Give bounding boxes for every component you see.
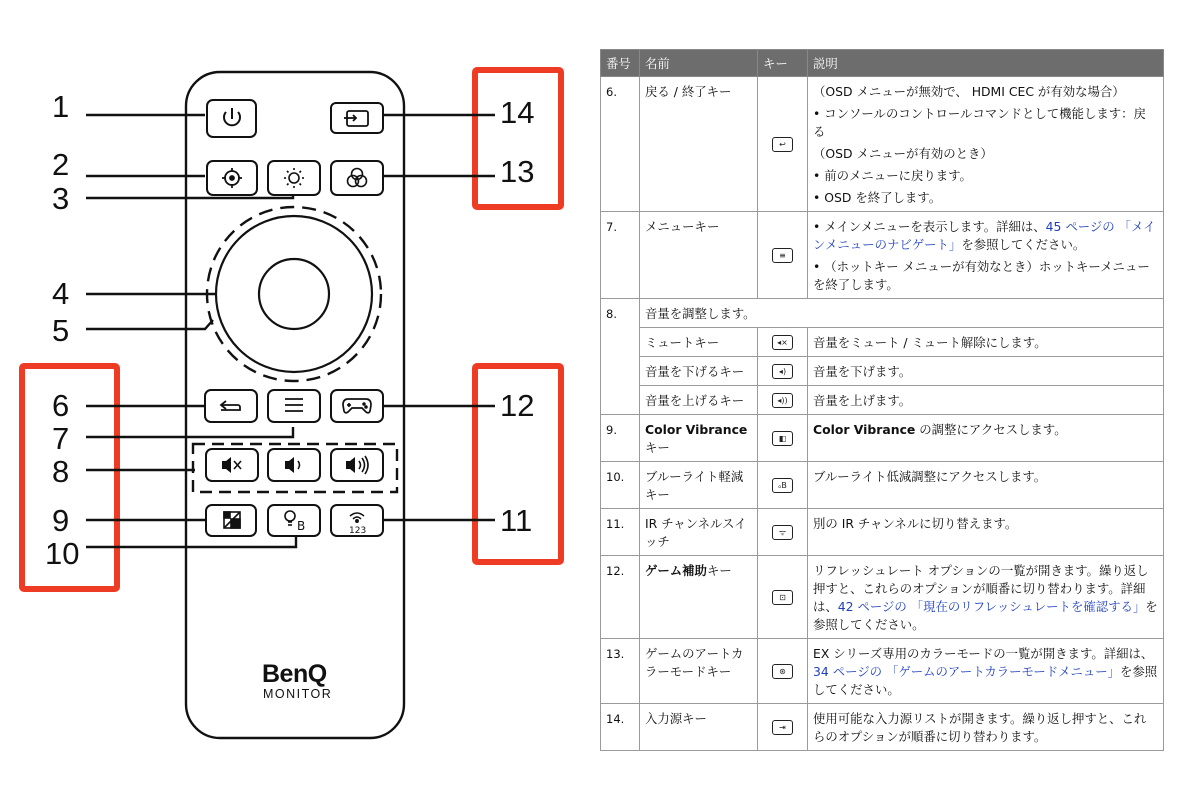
row-desc — [808, 556, 1164, 639]
desc-text: EX シリーズ専用のカラーモードの一覧が開きます。詳細は、 — [813, 646, 1154, 661]
row-num: 6. — [601, 77, 640, 212]
table-row — [601, 212, 1164, 299]
row-name: IR チャンネルスイッチ — [640, 509, 758, 556]
mute-icon: ◂× — [772, 335, 793, 350]
brand-subtitle: MONITOR — [263, 687, 333, 701]
page-34-link[interactable]: 34 ページの 「ゲームのアートカラーモードメニュー」 — [813, 664, 1121, 679]
table-row — [601, 415, 1164, 462]
table-row — [601, 556, 1164, 639]
table-subrow — [601, 357, 1164, 386]
row-num: 13. — [601, 639, 640, 704]
callout-10: 10 — [45, 536, 80, 571]
table-row — [601, 509, 1164, 556]
desc-line: • OSD を終了します。 — [813, 190, 942, 205]
brand-logo: BenQ — [262, 660, 327, 688]
row-num: 8. — [601, 299, 640, 415]
callout-7: 7 — [52, 421, 70, 456]
row-desc — [808, 77, 1164, 212]
header-num: 番号 — [601, 50, 640, 77]
desc-text: リフレッシュレート オプションの一覧が開きます。繰り返し押すと、これらのオプションが順番に切り替わります。詳細は、 — [813, 563, 1149, 614]
desc-bold: Color Vibrance — [813, 422, 916, 437]
row-name: ブルーライト軽減キー — [640, 462, 758, 509]
row-name: ゲームのアートカラーモードキー — [640, 639, 758, 704]
row-name: ミュートキー — [640, 328, 758, 357]
row-name — [640, 415, 758, 462]
callout-8: 8 — [52, 454, 70, 489]
row-desc: 音量を下げます。 — [808, 357, 1164, 386]
callout-2: 2 — [52, 147, 70, 182]
ir-channel-icon: ᯤ — [772, 525, 793, 540]
color-vibrance-icon: ◧ — [772, 431, 793, 446]
remote-keys-table — [600, 49, 1164, 751]
page-45-link[interactable]: 45 ページの 「メインメニューのナビゲート」 — [813, 219, 1156, 252]
callout-11: 11 — [500, 503, 533, 538]
table-row — [601, 462, 1164, 509]
row-desc: 音量を上げます。 — [808, 386, 1164, 415]
table-row — [601, 77, 1164, 212]
header-desc: 説明 — [808, 50, 1164, 77]
desc-line: • （ホットキー メニューが有効なとき）ホットキーメニューを終了します。 — [813, 259, 1150, 292]
page-42-link[interactable]: 42 ページの 「現在のリフレッシュレートを確認する」 — [837, 599, 1146, 614]
callout-14: 14 — [500, 95, 535, 130]
menu-button — [268, 390, 320, 422]
row-name: 戻る / 終了キー — [640, 77, 758, 212]
row-desc: 音量をミュート / ミュート解除にします。 — [808, 328, 1164, 357]
row-name: 音量を下げるキー — [640, 357, 758, 386]
color-mode-icon: ⊛ — [772, 664, 793, 679]
row-num: 11. — [601, 509, 640, 556]
row-desc: 使用可能な入力源リストが開きます。繰り返し押すと、これらのオプションが順番に切り替わります。 — [808, 704, 1164, 751]
low-blue-light-icon: ₒB — [772, 478, 793, 493]
row-num: 10. — [601, 462, 640, 509]
callout-13: 13 — [500, 154, 535, 189]
back-arrow-icon: ↩ — [772, 137, 793, 152]
callout-1: 1 — [52, 89, 70, 124]
name-rest: キー — [645, 440, 670, 455]
gamepad-icon: ⊡ — [772, 590, 793, 605]
row-name — [640, 556, 758, 639]
table-header-row — [601, 50, 1164, 77]
row-desc: 別の IR チャンネルに切り替えます。 — [808, 509, 1164, 556]
desc-text: • メインメニューを表示します。詳細は、 — [813, 219, 1046, 234]
row-name: メニューキー — [640, 212, 758, 299]
row-desc — [808, 415, 1164, 462]
svg-text:123: 123 — [349, 526, 367, 536]
row-num: 14. — [601, 704, 640, 751]
low-blue-light-button — [268, 505, 320, 536]
desc-line: • コンソールのコントロールコマンドとして機能します：戻る — [813, 106, 1146, 139]
desc-line: （OSD メニューが無効で、 HDMI CEC が有効な場合） — [813, 84, 1125, 99]
input-source-icon: ⇥ — [772, 720, 793, 735]
header-name: 名前 — [640, 50, 758, 77]
desc-line — [813, 218, 1158, 254]
desc-text: を参照してください。 — [813, 664, 1158, 697]
desc-text: の調整にアクセスします。 — [915, 422, 1067, 437]
row-num: 7. — [601, 212, 640, 299]
table-row — [601, 299, 1164, 328]
volume-down-icon: ◂) — [772, 364, 793, 379]
name-bold: ゲーム補助 — [645, 563, 707, 578]
volume-up-icon: ◂)) — [772, 393, 793, 408]
game-assist-button — [331, 390, 383, 422]
row-num: 12. — [601, 556, 640, 639]
remote-diagram — [0, 0, 590, 800]
table-row — [601, 704, 1164, 751]
row-name: 音量を上げるキー — [640, 386, 758, 415]
table-subrow — [601, 386, 1164, 415]
callout-3: 3 — [52, 181, 70, 216]
callout-12: 12 — [500, 388, 535, 423]
back-button — [205, 390, 257, 422]
row-desc — [808, 639, 1164, 704]
svg-text:B: B — [297, 519, 306, 533]
name-bold: Color Vibrance — [645, 422, 748, 437]
dial-center-button — [259, 259, 329, 329]
desc-line: （OSD メニューが有効のとき） — [813, 146, 993, 161]
desc-text: を参照してください。 — [961, 237, 1086, 252]
row-num: 9. — [601, 415, 640, 462]
row-desc: ブルーライト低減調整にアクセスします。 — [808, 462, 1164, 509]
brightness-button — [268, 161, 320, 195]
desc-line: • 前のメニューに戻ります。 — [813, 168, 972, 183]
row-title: 音量を調整します。 — [640, 299, 1164, 328]
name-rest: キー — [706, 563, 732, 578]
menu-icon: ≡ — [772, 248, 793, 263]
callout-4: 4 — [52, 276, 70, 311]
table-subrow — [601, 328, 1164, 357]
callout-5: 5 — [52, 313, 70, 348]
row-desc — [808, 212, 1164, 299]
volume-up-button — [331, 449, 383, 481]
header-key: キー — [758, 50, 808, 77]
callout-9: 9 — [52, 503, 70, 538]
row-name: 入力源キー — [640, 704, 758, 751]
desc-text: を参照してください。 — [813, 599, 1158, 632]
mute-button — [206, 449, 258, 481]
table-row — [601, 639, 1164, 704]
callout-6: 6 — [52, 388, 70, 423]
